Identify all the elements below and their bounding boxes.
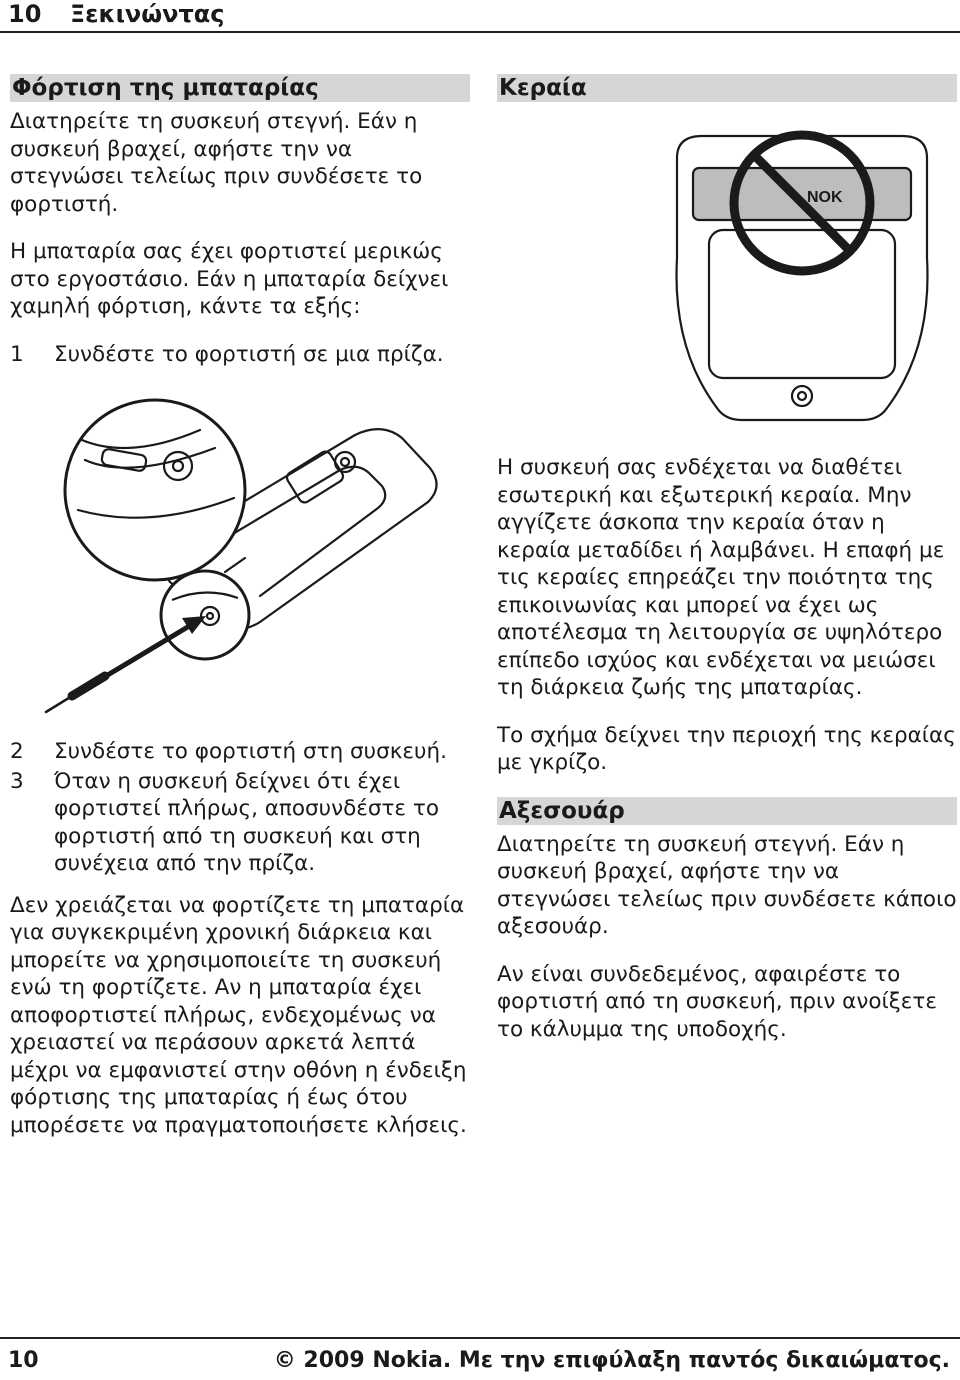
charger-connection-illustration (10, 390, 450, 720)
header-page-number: 10 (8, 0, 42, 28)
battery-paragraph-1: Διατηρείτε τη συσκευή στεγνή. Εάν η συσκευή βραχεί, αφήστε την να στεγνώσει τελείως πριν συνδέσετε το φορτιστή. (10, 109, 423, 217)
accessories-paragraph-2: Αν είναι συνδεδεμένος, αφαιρέστε το φορτιστή από τη συσκευή, πριν ανοίξετε το κάλυμμα της υποδοχής. (497, 961, 937, 1042)
step-text: Όταν η συσκευή δείχνει ότι έχει φορτιστεί πλήρως, αποσυνδέστε το φορτιστή από τη συσκευή και στη συνέχεια από την πρίζα. (54, 768, 439, 876)
accessories-paragraph-1: Διατηρείτε τη συσκευή στεγνή. Εάν η συσκευή βραχεί, αφήστε την να στεγνώσει τελείως πριν συνδέσετε κάποιο αξεσουάρ. (497, 831, 957, 939)
footer-copyright: © 2009 Nokia. Με την επιφύλαξη παντός δικαιώματος. (273, 1348, 950, 1373)
step-number: 2 (10, 739, 24, 764)
step-text: Συνδέστε το φορτιστή σε μια πρίζα. (54, 341, 444, 367)
footer-divider (0, 1337, 960, 1339)
battery-paragraph-3: Δεν χρειάζεται να φορτίζετε τη μπαταρία για συγκεκριμένη χρονική διάρκεια και μπορείτε να χρησιμοποιείτε τη συσκευή ενώ τη φορτίζετε. Αν η μπαταρία έχει αποφορτιστεί πλήρως, ενδεχομένως να χρειαστεί να περάσουν αρκετά λεπτά μέχρι να εμφανιστεί στην οθόνη η ένδειξη φόρτισης της μπαταρίας ή έως ότου μπορέσετε να πραγματοποιήσετε κλήσεις. (10, 892, 467, 1138)
right-column (497, 74, 957, 1063)
battery-steps-list-b (10, 738, 470, 878)
accessories-section-heading: Αξεσουάρ (497, 797, 957, 825)
step-text: Συνδέστε το φορτιστή στη συσκευή. (54, 739, 447, 764)
battery-paragraph-2: Η μπαταρία σας έχει φορτιστεί μερικώς στο εργοστάσιο. Εάν η μπαταρία δείχνει χαμηλή φόρτιση, κάντε τα εξής: (10, 239, 449, 319)
battery-section-heading: Φόρτιση της μπαταρίας (10, 74, 470, 102)
step-number: 3 (10, 768, 24, 794)
battery-steps-list-a (10, 341, 470, 369)
charger-plug (46, 622, 196, 712)
list-item (10, 341, 470, 369)
antenna-section-heading: Κεραία (497, 74, 957, 102)
footer-page-number: 10 (8, 1348, 39, 1373)
zoom-circle-top (65, 400, 245, 580)
svg-text:NOK: NOK (807, 189, 843, 206)
list-item (10, 738, 470, 766)
antenna-paragraph-1: Η συσκευή σας ενδέχεται να διαθέτει εσωτερική και εξωτερική κεραία. Μην αγγίζετε άσκοπα την κεραία όταν η κεραία μεταδίδει ή λαμβάνει. Η επαφή με τις κεραίες επηρεάζει την ποιότητα της επικοινωνίας και μπορεί να έχει ως αποτέλεσμα τη λειτουργία σε υψηλότερο επίπεδο ισχύος και ενδέχεται να μειώσει τη διάρκεια ζωής της μπαταρίας. (497, 455, 945, 700)
header-chapter-title: Ξεκινώντας (70, 0, 225, 28)
left-column (10, 74, 470, 1159)
antenna-area-illustration (647, 118, 957, 428)
list-item (10, 768, 470, 878)
step-number: 1 (10, 341, 24, 367)
zoom-circle-port (161, 571, 249, 659)
antenna-paragraph-2: Το σχήμα δείχνει την περιοχή της κεραίας με γκρίζο. (497, 722, 956, 775)
header-divider (0, 31, 960, 33)
